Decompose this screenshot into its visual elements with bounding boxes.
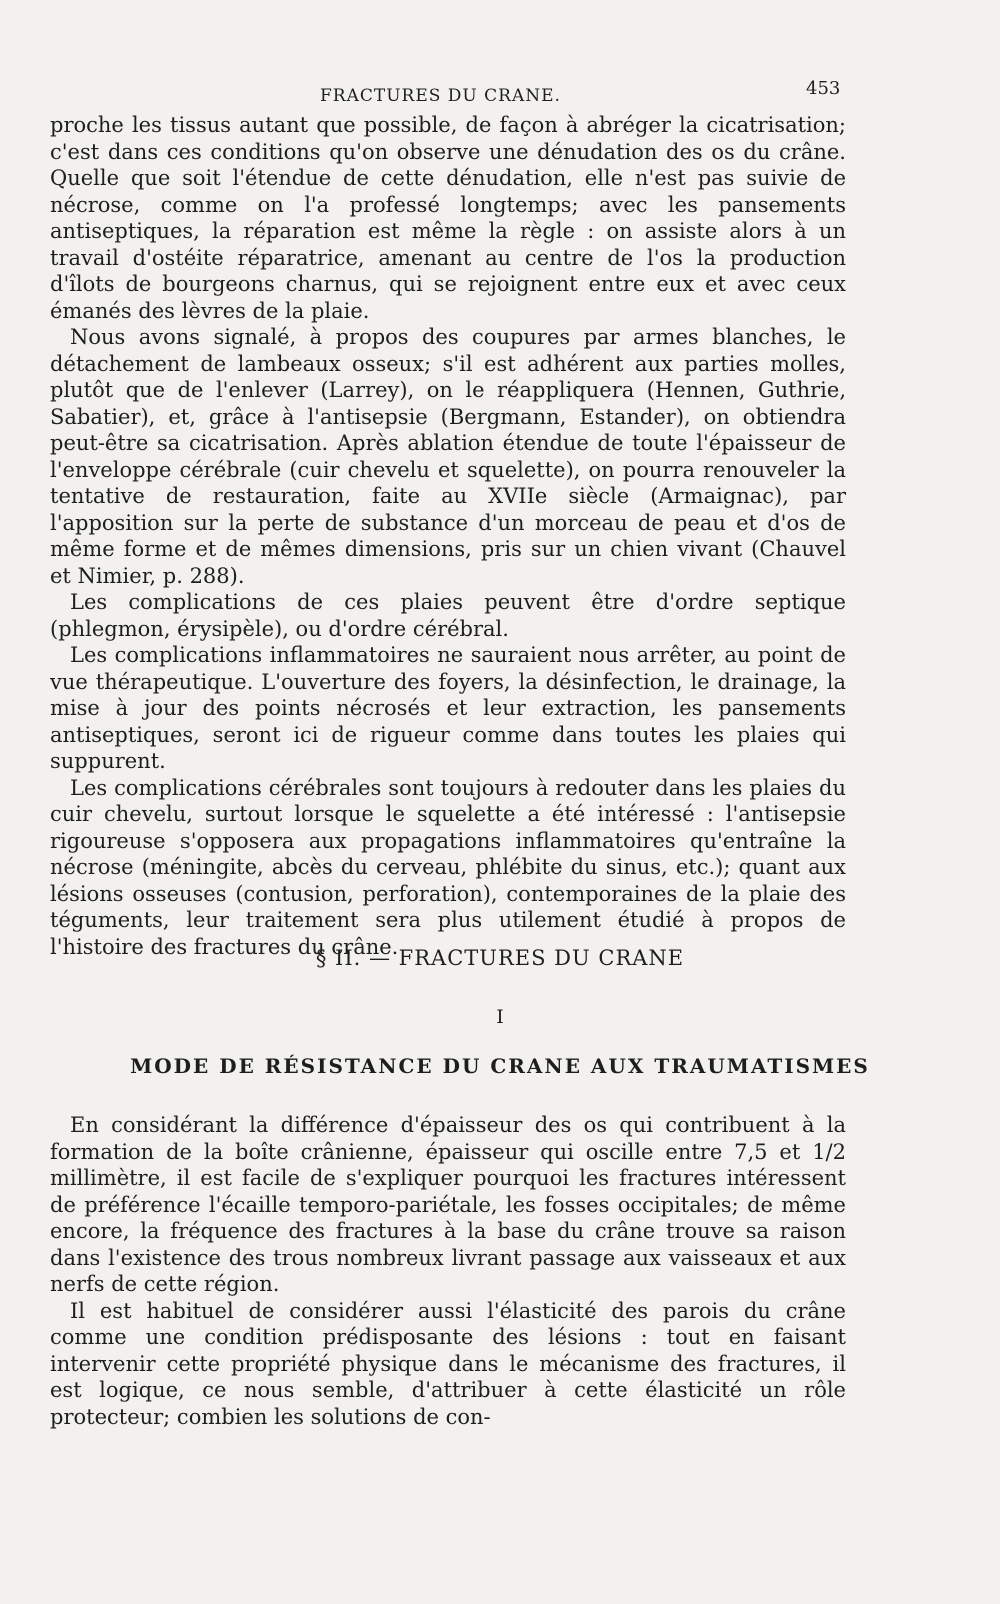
page-number: 453	[806, 78, 841, 99]
paragraph: En considérant la différence d'épaisseur des os qui contribuent à la formation de la boîte crânienne, épaisseur qui oscille entre 7,5 et 1/2 millimètre, il est facile de s'expliquer pourquoi les fractures intéressent de préférence l'écaille temporo-pariétale, les fosses occipitales; de même encore, la fréquence des fractures à la base du crâne trouve sa raison dans l'existence des trous nombreux livrant passage aux vaisseaux et aux nerfs de cette région.	[50, 1113, 846, 1296]
paragraph: Les complications cérébrales sont toujours à redouter dans les plaies du cuir chevelu, surtout lorsque le squelette a été intéressé : l'antisepsie rigoureuse s'opposera aux propagations inflammatoires qu'entraîne la nécrose (méningite, abcès du cerveau, phlébite du sinus, etc.); quant aux lésions osseuses (contusion, perforation), contemporaines de la plaie des téguments, leur traitement sera plus utilement étudié à propos de l'histoire des fractures du crâne.	[50, 775, 846, 959]
paragraph: Nous avons signalé, à propos des coupures par armes blanches, le détachement de lambeaux osseux; s'il est adhérent aux parties molles, plutôt que de l'enlever (Larrey), on le réappliquera (Hennen, Guthrie, Sabatier), et, grâce à l'antisepsie (Bergmann, Estander), on obtiendra peut-être sa cicatrisation. Après ablation étendue de toute l'épaisseur de l'enveloppe cérébrale (cuir chevelu et squelette), on pourra renouveler la tentative de restauration, faite au XVIIe siècle (Armaignac), par l'apposition sur la perte de substance d'un morceau de peau et d'os de même forme et de mêmes dimensions, pris sur un chien vivant (Chauvel et Nimier, p. 288).	[50, 325, 846, 588]
top-text-block	[50, 112, 846, 960]
chapter-heading: MODE DE RÉSISTANCE DU CRANE AUX TRAUMATISMES	[130, 1054, 870, 1078]
section-heading: § II. — FRACTURES DU CRANE	[315, 946, 685, 970]
paragraph: proche les tissus autant que possible, de façon à abréger la cicatrisation; c'est dans ces conditions qu'on observe une dénudation des os du crâne. Quelle que soit l'étendue de cette dénudation, elle n'est pas suivie de nécrose, comme on l'a professé longtemps; avec les pansements antiseptiques, la réparation est même la règle : on assiste alors à un travail d'ostéite réparatrice, amenant au centre de l'os la production d'îlots de bourgeons charnus, qui se rejoignent entre eux et avec ceux émanés des lèvres de la plaie.	[50, 113, 846, 323]
running-head: FRACTURES DU CRANE.	[320, 86, 561, 106]
paragraph: Il est habituel de considérer aussi l'élasticité des parois du crâne comme une condition prédisposante des lésions : tout en faisant intervenir cette propriété physique dans le mécanisme des fractures, il est logique, ce nous semble, d'attribuer à cette élasticité un rôle protecteur; combien les solutions de con-	[50, 1298, 846, 1429]
paragraph: Les complications inflammatoires ne sauraient nous arrêter, au point de vue thérapeutique. L'ouverture des foyers, la désinfection, le drainage, la mise à jour des points nécrosés et leur extraction, les pansements antiseptiques, seront ici de rigueur comme dans toutes les plaies qui suppurent.	[50, 643, 846, 773]
bottom-text-block	[50, 1112, 846, 1430]
subsection-number: I	[496, 1006, 504, 1028]
paragraph: Les complications de ces plaies peuvent être d'ordre septique (phlegmon, érysipèle), ou d'ordre cérébral.	[50, 590, 846, 641]
